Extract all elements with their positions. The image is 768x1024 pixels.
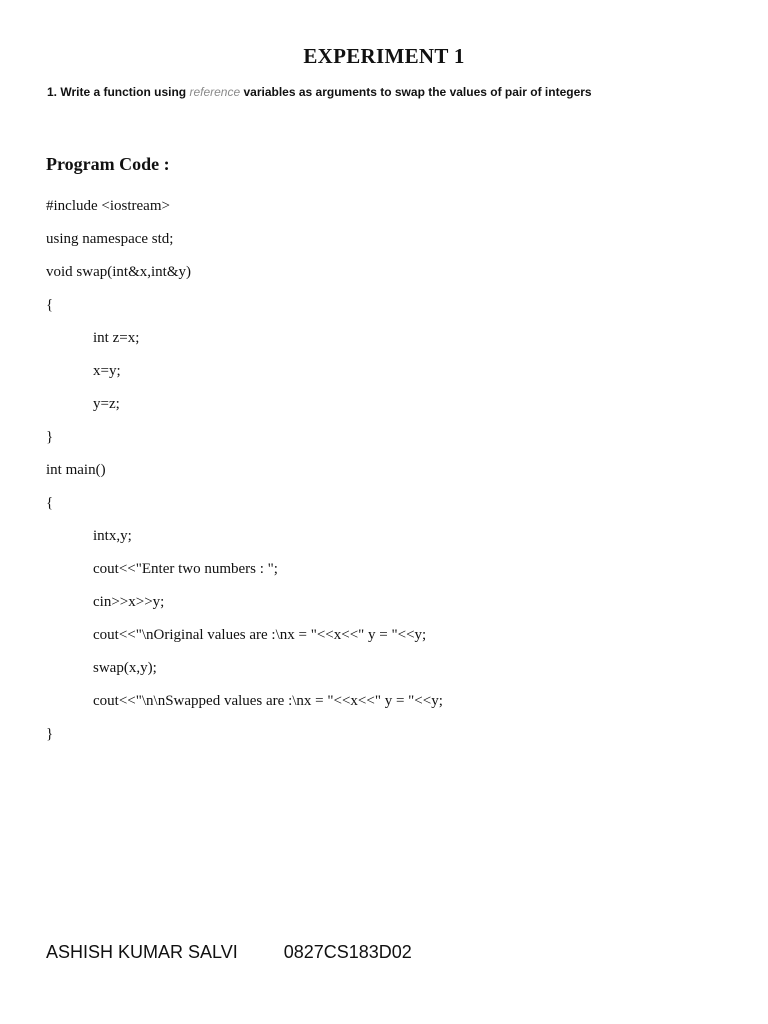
code-line: using namespace std; — [46, 231, 174, 247]
question-prefix: 1. Write a function using — [47, 85, 190, 99]
roll-number: 0827CS183D02 — [283, 942, 412, 962]
code-line: intx,y; — [93, 528, 132, 544]
code-line: void swap(int&x,int&y) — [46, 264, 191, 280]
question-text — [47, 85, 592, 99]
code-line: int main() — [46, 462, 106, 478]
code-line: } — [46, 726, 54, 742]
code-line: { — [46, 495, 54, 511]
author-name: ASHISH KUMAR SALVI — [46, 942, 238, 962]
question-emphasis: reference — [189, 85, 241, 99]
code-line: x=y; — [93, 363, 121, 379]
code-line: int z=x; — [93, 330, 140, 346]
code-line: cout<<"\n\nSwapped values are :\nx = "<<x<<" y = "<<y; — [93, 693, 443, 709]
code-line: y=z; — [93, 396, 120, 412]
section-heading: Program Code : — [46, 154, 170, 174]
page-title: EXPERIMENT 1 — [303, 44, 465, 68]
code-line: } — [46, 429, 54, 445]
code-line: { — [46, 297, 54, 313]
code-line: swap(x,y); — [93, 660, 157, 676]
code-line: cout<<"Enter two numbers : "; — [93, 561, 278, 577]
footer — [46, 942, 412, 963]
code-block — [46, 190, 443, 751]
code-line: cout<<"\nOriginal values are :\nx = "<<x<<" y = "<<y; — [93, 627, 427, 643]
question-suffix: variables as arguments to swap the values of pair of integers — [240, 85, 592, 99]
code-line: cin>>x>>y; — [93, 594, 165, 610]
code-line: #include <iostream> — [46, 198, 170, 214]
